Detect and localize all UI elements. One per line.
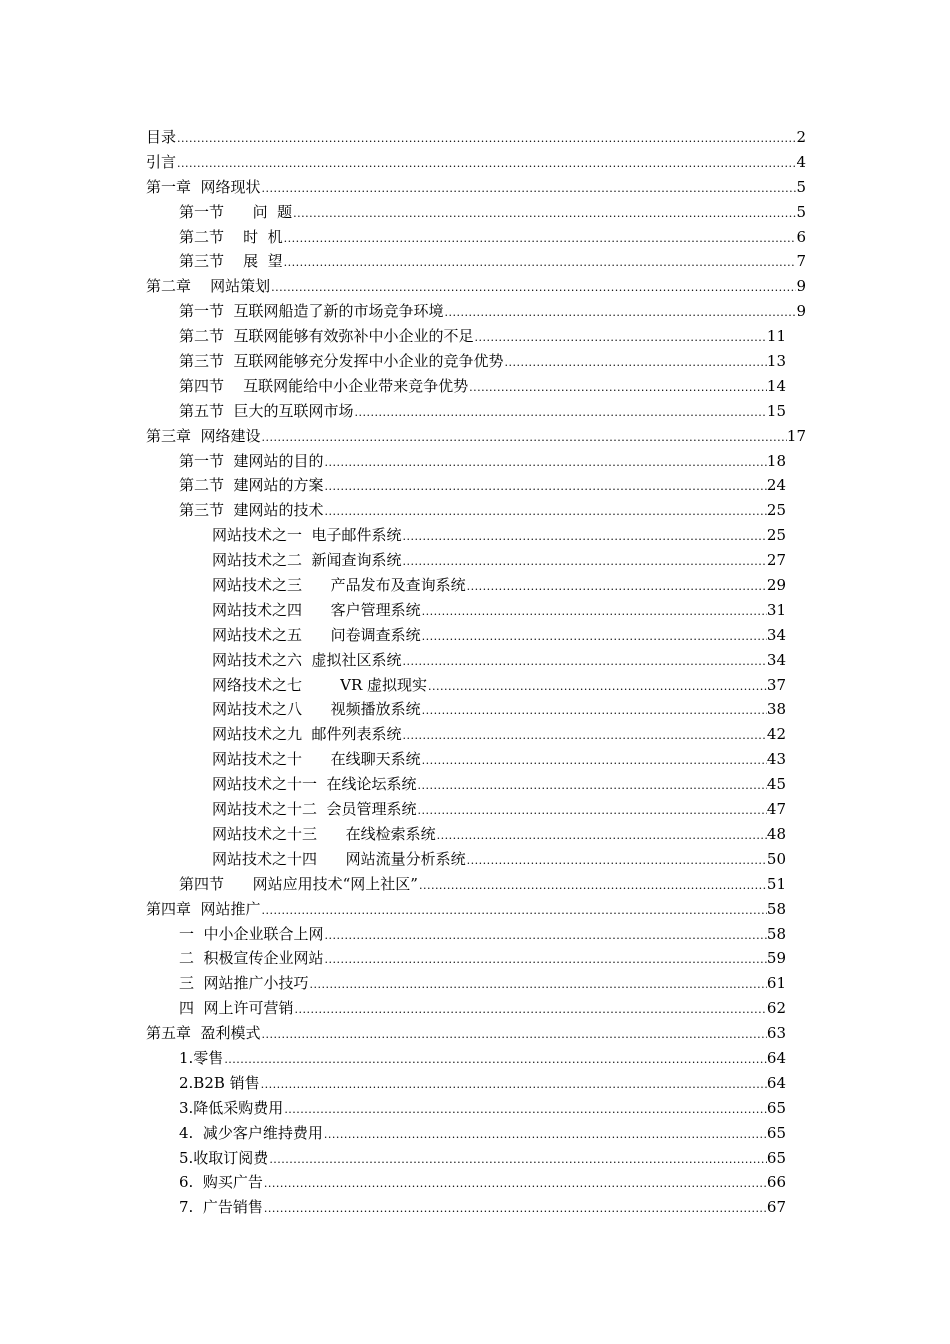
toc-entry[interactable] xyxy=(146,623,806,648)
toc-entry[interactable] xyxy=(146,498,806,523)
toc-entry[interactable] xyxy=(146,200,806,225)
toc-entry[interactable] xyxy=(146,1021,806,1046)
toc-entry[interactable] xyxy=(146,424,806,449)
toc-dot-leader xyxy=(444,301,797,326)
toc-entry-title: 四 网上许可营销 xyxy=(179,999,294,1018)
toc-page-number: 51 xyxy=(766,874,786,893)
toc-entry-title: 6. 购买广告 xyxy=(179,1173,263,1192)
toc-entry-title: 引言 xyxy=(146,152,177,171)
toc-dot-leader xyxy=(417,774,767,799)
toc-page-number: 6 xyxy=(796,227,806,246)
toc-entry[interactable] xyxy=(146,772,806,797)
toc-page-number: 2 xyxy=(796,128,806,146)
toc-page-number: 24 xyxy=(766,476,786,495)
toc-entry[interactable] xyxy=(146,996,806,1021)
toc-entry[interactable] xyxy=(146,299,806,324)
toc-entry-title: 网站技术之一 电子邮件系统 xyxy=(212,526,402,545)
toc-dot-leader xyxy=(504,351,767,376)
toc-entry[interactable] xyxy=(146,175,806,200)
toc-entry-title: 1.零售 xyxy=(179,1048,224,1067)
toc-entry-title: 网站技术之十 在线聊天系统 xyxy=(212,750,421,769)
toc-entry-title: 第二章 网站策划 xyxy=(146,277,271,296)
toc-dot-leader xyxy=(466,575,767,600)
toc-entry-title: 网站技术之十三 在线检索系统 xyxy=(212,824,436,843)
toc-page-number: 37 xyxy=(766,675,786,694)
toc-entry[interactable] xyxy=(146,1096,806,1121)
toc-entry-title: 目录 xyxy=(146,128,177,146)
toc-page-number: 58 xyxy=(766,924,786,943)
toc-entry[interactable] xyxy=(146,673,806,698)
toc-entry[interactable] xyxy=(146,897,806,922)
toc-entry-title: 网站技术之九 邮件列表系统 xyxy=(212,725,402,744)
toc-dot-leader xyxy=(261,1023,767,1048)
toc-entry-title: 网站技术之十四 网站流量分析系统 xyxy=(212,849,466,868)
toc-entry-title: 5.收取订阅费 xyxy=(179,1148,269,1167)
toc-page-number: 34 xyxy=(766,625,786,644)
toc-entry[interactable] xyxy=(146,1170,806,1195)
toc-entry[interactable] xyxy=(146,399,806,424)
toc-entry[interactable] xyxy=(146,797,806,822)
toc-dot-leader xyxy=(260,1073,767,1098)
toc-entry[interactable] xyxy=(146,598,806,623)
toc-entry-title: 7. 广告销售 xyxy=(179,1198,263,1217)
toc-dot-leader xyxy=(223,1048,767,1073)
toc-page-number: 63 xyxy=(766,1024,786,1043)
toc-dot-leader xyxy=(263,1172,767,1197)
toc-dot-leader xyxy=(402,550,767,575)
toc-page-number: 18 xyxy=(766,451,786,470)
toc-dot-leader xyxy=(324,924,767,949)
toc-dot-leader xyxy=(417,799,767,824)
toc-dot-leader xyxy=(283,251,797,276)
toc-page-number: 65 xyxy=(766,1098,786,1117)
toc-entry-title: 第五节 巨大的互联网市场 xyxy=(179,401,354,420)
toc-page-number: 45 xyxy=(766,775,786,794)
toc-page-number: 31 xyxy=(766,600,786,619)
toc-page-number: 50 xyxy=(766,849,786,868)
toc-entry[interactable] xyxy=(146,548,806,573)
toc-dot-leader xyxy=(418,874,767,899)
toc-page-number: 7 xyxy=(796,252,806,271)
toc-dot-leader xyxy=(468,376,767,401)
toc-page-number: 66 xyxy=(766,1173,786,1192)
toc-entry[interactable] xyxy=(146,971,806,996)
toc-entry[interactable] xyxy=(146,449,806,474)
toc-entry[interactable] xyxy=(146,946,806,971)
toc-page-number: 67 xyxy=(766,1198,786,1217)
toc-dot-leader xyxy=(436,824,767,849)
toc-entry[interactable] xyxy=(146,1146,806,1171)
toc-dot-leader xyxy=(402,724,767,749)
toc-entry-title: 网站技术之二 新闻查询系统 xyxy=(212,551,402,570)
toc-entry[interactable] xyxy=(146,150,806,175)
toc-dot-leader xyxy=(283,227,797,252)
toc-entry[interactable] xyxy=(146,1121,806,1146)
toc-entry-title: 第二节 互联网能够有效弥补中小企业的不足 xyxy=(179,327,474,346)
toc-entry-title: 网站技术之十一 在线论坛系统 xyxy=(212,775,417,794)
toc-dot-leader xyxy=(268,1148,767,1173)
toc-dot-leader xyxy=(261,899,767,924)
toc-entry[interactable] xyxy=(146,722,806,747)
toc-entry-title: 第四节 互联网能给中小企业带来竞争优势 xyxy=(179,376,469,395)
toc-entry[interactable] xyxy=(146,225,806,250)
toc-entry-title: 第二节 时 机 xyxy=(179,227,283,246)
toc-entry-title: 第三节 展 望 xyxy=(179,252,283,271)
toc-dot-leader xyxy=(263,1197,767,1222)
toc-entry[interactable] xyxy=(146,1046,806,1071)
toc-dot-leader xyxy=(324,451,767,476)
toc-dot-leader xyxy=(421,699,767,724)
toc-dot-leader xyxy=(402,650,767,675)
toc-dot-leader xyxy=(292,202,796,227)
toc-entry[interactable] xyxy=(146,697,806,722)
toc-dot-leader xyxy=(421,625,767,650)
toc-page-number: 65 xyxy=(766,1148,786,1167)
toc-entry-title: 网站技术之六 虚拟社区系统 xyxy=(212,650,402,669)
toc-page-number: 4 xyxy=(796,152,806,171)
toc-entry[interactable] xyxy=(146,473,806,498)
toc-dot-leader xyxy=(324,948,767,973)
toc-entry[interactable] xyxy=(146,822,806,847)
toc-page-number: 27 xyxy=(766,551,786,570)
toc-page-number: 64 xyxy=(766,1048,786,1067)
toc-page-number: 17 xyxy=(786,426,806,445)
toc-dot-leader xyxy=(261,426,787,451)
toc-dot-leader xyxy=(324,500,767,525)
toc-page-number: 43 xyxy=(766,750,786,769)
toc-page-number: 47 xyxy=(766,800,786,819)
toc-entry-title: 第一章 网络现状 xyxy=(146,177,261,196)
toc-entry-title: 第四节 网站应用技术“网上社区” xyxy=(179,874,418,893)
toc-page-number: 59 xyxy=(766,949,786,968)
toc-entry[interactable] xyxy=(146,872,806,897)
table-of-contents xyxy=(146,125,806,1220)
toc-entry-title: 网站技术之八 视频播放系统 xyxy=(212,700,421,719)
toc-entry-title: 第一节 建网站的目的 xyxy=(179,451,324,470)
toc-dot-leader xyxy=(323,1123,767,1148)
toc-dot-leader xyxy=(474,326,767,351)
toc-entry[interactable] xyxy=(146,249,806,274)
toc-page-number: 48 xyxy=(766,824,786,843)
toc-entry-title: 第四章 网站推广 xyxy=(146,899,261,918)
toc-page-number: 38 xyxy=(766,700,786,719)
toc-page-number: 58 xyxy=(766,899,786,918)
toc-page-number: 13 xyxy=(766,352,786,371)
toc-dot-leader xyxy=(421,600,767,625)
toc-entry[interactable] xyxy=(146,747,806,772)
toc-entry-title: 网站技术之三 产品发布及查询系统 xyxy=(212,576,466,595)
toc-page-number: 29 xyxy=(766,576,786,595)
toc-entry-title: 网站技术之四 客户管理系统 xyxy=(212,600,421,619)
toc-dot-leader xyxy=(402,525,767,550)
toc-entry[interactable] xyxy=(146,847,806,872)
toc-entry-title: 第五章 盈利模式 xyxy=(146,1024,261,1043)
toc-page-number: 11 xyxy=(766,327,786,346)
toc-entry[interactable] xyxy=(146,349,806,374)
toc-page-number: 61 xyxy=(766,974,786,993)
toc-entry[interactable] xyxy=(146,274,806,299)
toc-dot-leader xyxy=(294,998,767,1023)
toc-dot-leader xyxy=(354,401,767,426)
toc-entry-title: 一 中小企业联合上网 xyxy=(179,924,324,943)
toc-page-number: 9 xyxy=(796,302,806,321)
toc-dot-leader xyxy=(309,973,767,998)
toc-entry-title: 网络技术之七 VR 虚拟现实 xyxy=(212,675,428,694)
toc-entry[interactable] xyxy=(146,1195,806,1220)
toc-entry-title: 4. 减少客户维持费用 xyxy=(179,1123,323,1142)
toc-page-number: 9 xyxy=(796,277,806,296)
toc-page-number: 34 xyxy=(766,650,786,669)
toc-entry-title: 网站技术之十二 会员管理系统 xyxy=(212,800,417,819)
toc-page-number: 25 xyxy=(766,501,786,520)
toc-entry-title: 第三章 网络建设 xyxy=(146,426,261,445)
toc-dot-leader xyxy=(427,675,767,700)
toc-entry-title: 第一节 问 题 xyxy=(179,202,293,221)
toc-entry[interactable] xyxy=(146,648,806,673)
toc-entry-title: 三 网站推广小技巧 xyxy=(179,974,309,993)
toc-dot-leader xyxy=(176,127,796,152)
toc-dot-leader xyxy=(421,749,767,774)
toc-dot-leader xyxy=(270,276,796,301)
toc-page-number: 15 xyxy=(766,401,786,420)
toc-dot-leader xyxy=(466,849,767,874)
toc-entry-title: 2.B2B 销售 xyxy=(179,1073,260,1092)
toc-page-number: 25 xyxy=(766,526,786,545)
toc-entry-title: 第二节 建网站的方案 xyxy=(179,476,324,495)
toc-page-number: 14 xyxy=(766,376,786,395)
toc-entry-title: 第三节 建网站的技术 xyxy=(179,501,324,520)
toc-page-number: 42 xyxy=(766,725,786,744)
toc-dot-leader xyxy=(283,1098,767,1123)
toc-page-number: 62 xyxy=(766,999,786,1018)
toc-dot-leader xyxy=(324,475,767,500)
toc-entry[interactable] xyxy=(146,573,806,598)
toc-page-number: 5 xyxy=(796,202,806,221)
toc-entry[interactable] xyxy=(146,922,806,947)
toc-entry[interactable] xyxy=(146,125,806,150)
toc-page-number: 64 xyxy=(766,1073,786,1092)
toc-dot-leader xyxy=(176,152,796,177)
toc-entry[interactable] xyxy=(146,1071,806,1096)
toc-entry[interactable] xyxy=(146,523,806,548)
toc-entry-title: 第一节 互联网船造了新的市场竞争环境 xyxy=(179,302,444,321)
toc-page-number: 5 xyxy=(796,177,806,196)
toc-entry-title: 第三节 互联网能够充分发挥中小企业的竞争优势 xyxy=(179,352,504,371)
toc-entry-title: 网站技术之五 问卷调查系统 xyxy=(212,625,421,644)
toc-page-number: 65 xyxy=(766,1123,786,1142)
toc-entry[interactable] xyxy=(146,374,806,399)
toc-entry-title: 二 积极宣传企业网站 xyxy=(179,949,324,968)
toc-entry[interactable] xyxy=(146,324,806,349)
toc-dot-leader xyxy=(261,177,797,202)
toc-entry-title: 3.降低采购费用 xyxy=(179,1098,284,1117)
